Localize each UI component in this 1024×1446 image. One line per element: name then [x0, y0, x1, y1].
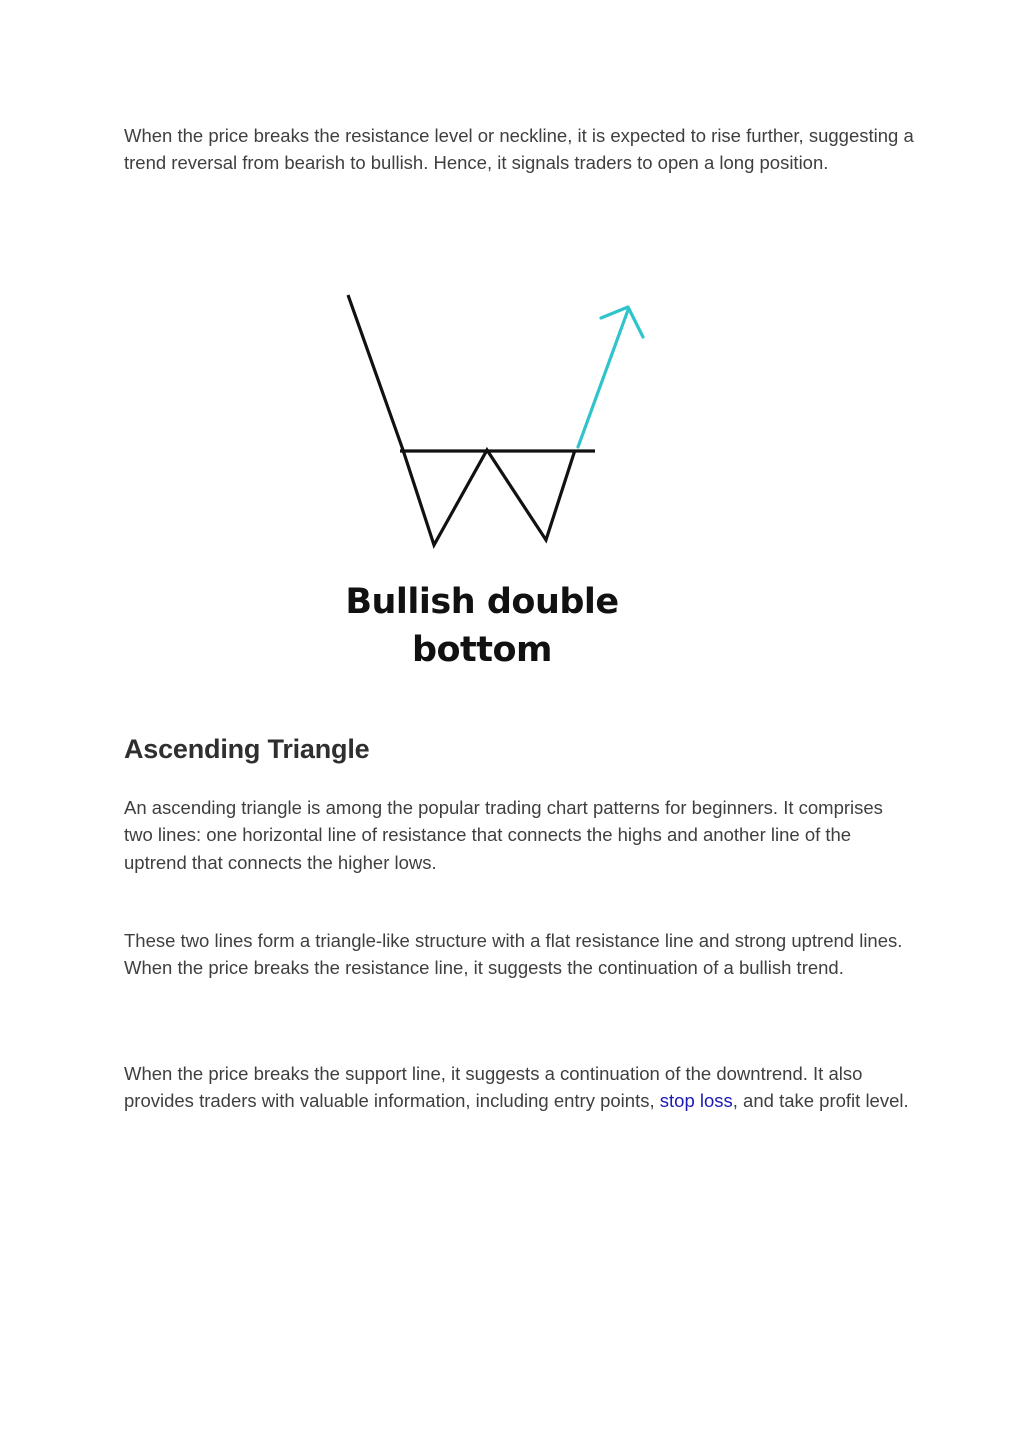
- stop-loss-link[interactable]: stop loss: [659, 1090, 733, 1112]
- intro-paragraph: When the price breaks the resistance level or neckline, it is expected to rise further, suggesting a trend reversal from bearish to bullish. Hence, it signals traders to open a long position.: [124, 125, 914, 174]
- paragraph-1: An ascending triangle is among the popular trading chart patterns for beginners. It comprises two lines: one horizontal line of resistance that connects the highs and another line of the uptrend that connects the higher lows.: [124, 797, 883, 873]
- paragraph-2: These two lines form a triangle-like structure with a flat resistance line and strong uptrend lines. When the price breaks the resistance line, it suggests the continuation of a bullish trend.: [124, 930, 903, 979]
- figure-caption-line-1: Bullish double: [345, 582, 619, 622]
- double-bottom-figure: [320, 280, 660, 680]
- w-pattern-line: [348, 295, 575, 545]
- double-bottom-diagram: [320, 280, 660, 570]
- figure-caption-line-2: bottom: [411, 630, 553, 670]
- paragraph-3-text-start: When the price breaks the support line, it suggests a continuation of the downtrend. It also provides traders with valuable information, including entry points,: [124, 1063, 863, 1112]
- paragraph-3: [124, 1060, 914, 1115]
- breakout-arrow-shaft: [578, 310, 628, 447]
- section-heading: Ascending Triangle: [124, 734, 370, 764]
- paragraph-3-text-end: , and take profit level.: [732, 1090, 909, 1112]
